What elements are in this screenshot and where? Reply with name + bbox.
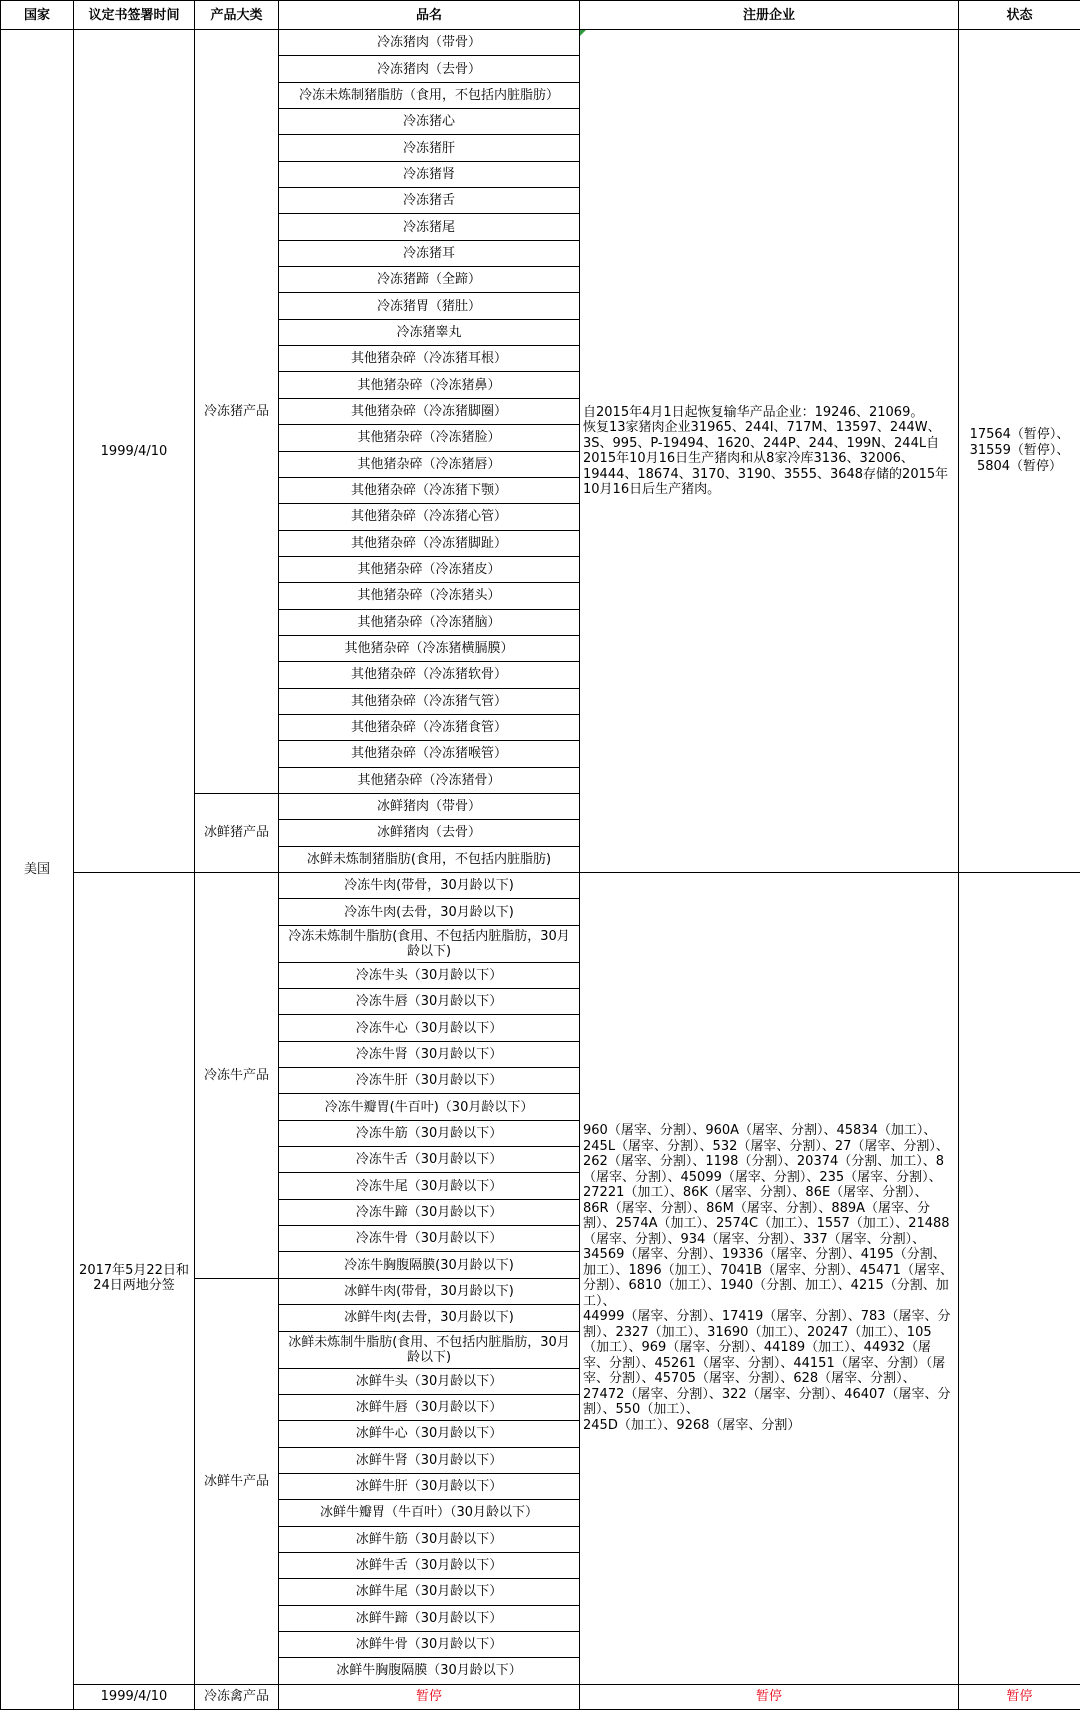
- product-name-cell: 冰鲜未炼制猪脂肪(食用，不包括内脏脂肪): [279, 846, 580, 872]
- product-name-cell: 其他猪杂碎（冷冻猪心管）: [279, 504, 580, 530]
- product-name-cell: 冷冻猪肝: [279, 135, 580, 161]
- enterprise-paragraph: 960（屠宰、分割）、960A（屠宰、分割）、45834（加工）、245L（屠宰、分割）、532（屠宰、分割）、27（屠宰、分割）、: [583, 1123, 949, 1154]
- table-row: [1, 1684, 1080, 1709]
- product-name-cell: 其他猪杂碎（冷冻猪下颚）: [279, 477, 580, 503]
- product-name-cell: 冰鲜牛肝（30月龄以下）: [279, 1473, 580, 1499]
- product-name-cell: 冷冻猪尾: [279, 214, 580, 240]
- enterprise-paragraph: 86R（屠宰、分割）、86M（屠宰、分割）、889A（屠宰、分割）、2574A（加工）、2574C（加工）、1557（加工）、21488（屠宰、分割）、934（屠宰、分割）、337（屠宰、分割）、34569（屠宰、分割）、19336（屠宰、分割）、4195（分割、加工）、1896（加工）、7041B（屠宰、分割）、45471（屠宰、分割）、6810（加工）、1940（分割、加工）、4215（分割、加工）、: [583, 1200, 953, 1309]
- header-status: 状态: [959, 1, 1080, 30]
- product-name-cell: 其他猪杂碎（冷冻猪气管）: [279, 688, 580, 714]
- category-cell: 冷冻猪产品: [195, 30, 279, 794]
- product-name-cell: 其他猪杂碎（冷冻猪喉管）: [279, 741, 580, 767]
- product-name-cell: 冰鲜牛蹄（30月龄以下）: [279, 1605, 580, 1631]
- product-name-cell: 冷冻未炼制牛脂肪(食用、不包括内脏脂肪，30月龄以下): [279, 925, 580, 962]
- product-name-cell: 冷冻牛唇（30月龄以下）: [279, 989, 580, 1015]
- category-cell: 冰鲜猪产品: [195, 793, 279, 872]
- product-name-cell: 冷冻牛肉(带骨，30月龄以下): [279, 873, 580, 899]
- product-name-cell: 冷冻猪肉（去骨）: [279, 56, 580, 82]
- product-name-cell: 其他猪杂碎（冷冻猪脑）: [279, 609, 580, 635]
- header-row: [1, 1, 1080, 30]
- registered-enterprises-cell: [580, 873, 959, 1685]
- product-name-cell: 冷冻猪肾: [279, 161, 580, 187]
- table-row: [1, 30, 1080, 56]
- product-name-cell: 冷冻牛肉(去骨，30月龄以下): [279, 899, 580, 925]
- product-name-cell: 冷冻牛头（30月龄以下）: [279, 962, 580, 988]
- product-name-cell: 冰鲜牛心（30月龄以下）: [279, 1421, 580, 1447]
- product-name-cell: 冷冻猪耳: [279, 240, 580, 266]
- product-name-cell: 冷冻猪睾丸: [279, 319, 580, 345]
- product-name-cell: 其他猪杂碎（冷冻猪脚圈）: [279, 398, 580, 424]
- product-name-cell: 冷冻猪蹄（全蹄）: [279, 267, 580, 293]
- product-name-cell: 冷冻牛瓣胃(牛百叶)（30月龄以下）: [279, 1094, 580, 1120]
- product-name-cell: 其他猪杂碎（冷冻猪头）: [279, 583, 580, 609]
- product-name-cell: 冰鲜牛头（30月龄以下）: [279, 1368, 580, 1394]
- product-name-cell: 冷冻牛筋（30月龄以下）: [279, 1120, 580, 1146]
- product-name-cell: 冷冻猪舌: [279, 188, 580, 214]
- product-name-cell: 冷冻牛舌（30月龄以下）: [279, 1147, 580, 1173]
- product-name-cell: 冷冻未炼制猪脂肪（食用，不包括内脏脂肪）: [279, 82, 580, 108]
- product-name-cell: 冰鲜牛肉(去骨，30月龄以下): [279, 1305, 580, 1331]
- product-name-cell: 其他猪杂碎（冷冻猪软骨）: [279, 662, 580, 688]
- product-name-cell: 冰鲜牛骨（30月龄以下）: [279, 1631, 580, 1657]
- category-cell: 冷冻牛产品: [195, 873, 279, 1279]
- product-name-cell: 其他猪杂碎（冷冻猪唇）: [279, 451, 580, 477]
- product-name-cell: 其他猪杂碎（冷冻猪耳根）: [279, 346, 580, 372]
- header-category: 产品大类: [195, 1, 279, 30]
- enterprise-paragraph: 44999（屠宰、分割）、17419（屠宰、分割）、783（屠宰、分割）、2327（加工）、31690（加工）、20247（加工）、105（加工）、969（屠宰、分割）、44189（加工）、44932（屠宰、分割）、45261（屠宰、分割）、44151（屠宰、分割）（屠宰、分割）、45705（屠宰、分割）、628（屠宰、分割）、27472（屠宰、分割）、322（屠宰、分割）、46407（屠宰、分割）、550（加工）、: [583, 1309, 951, 1418]
- product-name-cell: 冰鲜牛筋（30月龄以下）: [279, 1526, 580, 1552]
- suspended-label: 暂停: [580, 1684, 959, 1709]
- product-name-cell: 冰鲜牛肉(带骨，30月龄以下): [279, 1278, 580, 1304]
- product-name-cell: 冰鲜猪肉（去骨）: [279, 820, 580, 846]
- product-name-cell: 冷冻牛骨（30月龄以下）: [279, 1226, 580, 1252]
- product-name-cell: 冷冻猪肉（带骨）: [279, 30, 580, 56]
- suspended-label: 暂停: [959, 1684, 1080, 1709]
- product-name-cell: 冰鲜牛舌（30月龄以下）: [279, 1552, 580, 1578]
- product-name-cell: 其他猪杂碎（冷冻猪横膈膜）: [279, 635, 580, 661]
- product-name-cell: 冷冻猪胃（猪肚）: [279, 293, 580, 319]
- signing-date-cell: 1999/4/10: [74, 1684, 195, 1709]
- header-product-name: 品名: [279, 1, 580, 30]
- product-name-cell: 其他猪杂碎（冷冻猪食管）: [279, 714, 580, 740]
- product-name-cell: 冷冻牛肝（30月龄以下）: [279, 1068, 580, 1094]
- status-cell: [959, 873, 1080, 1685]
- product-name-cell: 冰鲜牛尾（30月龄以下）: [279, 1579, 580, 1605]
- country-cell: 美国: [1, 30, 74, 1710]
- product-name-cell: 其他猪杂碎（冷冻猪骨）: [279, 767, 580, 793]
- product-name-cell: 冷冻牛蹄（30月龄以下）: [279, 1199, 580, 1225]
- enterprise-paragraph: 恢复13家猪肉企业31965、244I、717M、13597、244W、3S、995、P-19494、1620、244P、244、199N、244L自2015年10月16日生产猪肉和从8家冷库3136、32006、19444、18674、3170、3190、3555、3648存储的2015年10月16日后生产猪肉。: [583, 420, 949, 497]
- table-body: [1, 30, 1080, 1710]
- signing-date-cell: 2017年5月22日和24日两地分签: [74, 873, 195, 1685]
- product-name-cell: 其他猪杂碎（冷冻猪鼻）: [279, 372, 580, 398]
- registered-enterprises-cell: [580, 30, 959, 873]
- enterprise-paragraph: 自2015年4月1日起恢复输华产品企业：19246、21069。: [583, 404, 924, 420]
- header-signing-date: 议定书签署时间: [74, 1, 195, 30]
- signing-date-cell: 1999/4/10: [74, 30, 195, 873]
- header-registered-enterprises: 注册企业: [580, 1, 959, 30]
- product-name-cell: 冰鲜未炼制牛脂肪(食用、不包括内脏脂肪，30月龄以下): [279, 1331, 580, 1368]
- product-name-cell: 冰鲜牛唇（30月龄以下）: [279, 1394, 580, 1420]
- enterprise-paragraph: 245D（加工）、9268（屠宰、分割）: [583, 1417, 801, 1433]
- product-name-cell: 冷冻牛胸腹隔膜(30月龄以下): [279, 1252, 580, 1278]
- product-name-cell: 冷冻牛心（30月龄以下）: [279, 1015, 580, 1041]
- product-name-cell: 其他猪杂碎（冷冻猪脸）: [279, 425, 580, 451]
- category-cell: 冷冻禽产品: [195, 1684, 279, 1709]
- product-name-cell: 冰鲜牛肾（30月龄以下）: [279, 1447, 580, 1473]
- product-name-cell: 其他猪杂碎（冷冻猪皮）: [279, 556, 580, 582]
- table-row: [1, 873, 1080, 899]
- enterprise-paragraph: 262（屠宰、分割）、1198（分割）、20374（分割、加工）、8（屠宰、分割）、45099（屠宰、分割）、235（屠宰、分割）、27221（加工）、86K（屠宰、分割）、86E（屠宰、分割）、: [583, 1154, 945, 1201]
- product-name-cell: 冰鲜牛瓣胃（牛百叶）（30月龄以下）: [279, 1500, 580, 1526]
- product-name-cell: 冷冻猪心: [279, 109, 580, 135]
- suspended-label: 暂停: [279, 1684, 580, 1709]
- product-name-cell: 冷冻牛肾（30月龄以下）: [279, 1041, 580, 1067]
- status-cell: 17564（暂停）、31559（暂停）、5804（暂停）: [959, 30, 1080, 873]
- product-name-cell: 其他猪杂碎（冷冻猪脚趾）: [279, 530, 580, 556]
- product-name-cell: 冰鲜牛胸腹隔膜（30月龄以下）: [279, 1658, 580, 1684]
- header-country: 国家: [1, 1, 74, 30]
- product-name-cell: 冰鲜猪肉（带骨）: [279, 793, 580, 819]
- table-header: [1, 1, 1080, 30]
- product-name-cell: 冷冻牛尾（30月龄以下）: [279, 1173, 580, 1199]
- cell-indicator-icon: [580, 30, 586, 36]
- category-cell: 冰鲜牛产品: [195, 1278, 279, 1684]
